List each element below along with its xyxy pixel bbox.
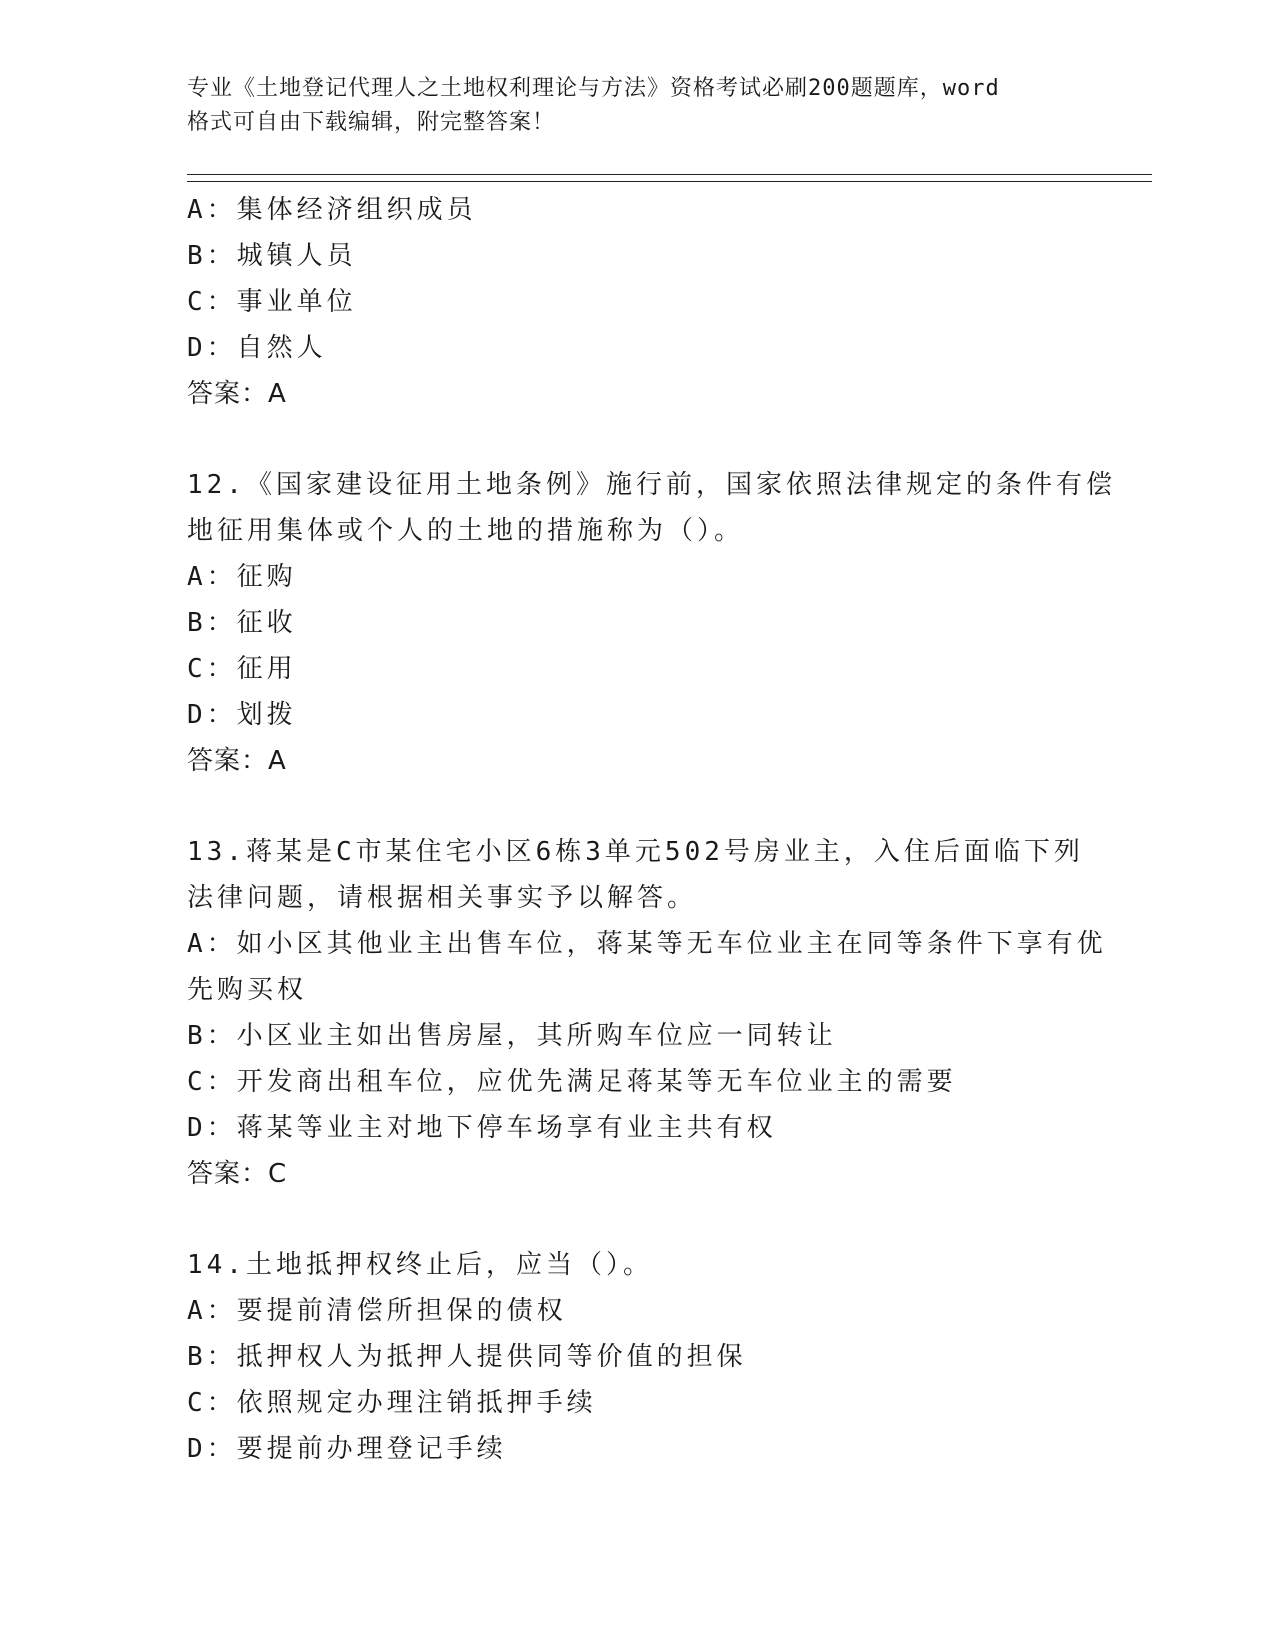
option-c: C：开发商出租车位，应优先满足蒋某等无车位业主的需要 [187, 1067, 957, 1097]
option-a: A：要提前清偿所担保的债权 [187, 1296, 567, 1326]
answer-line: 答案：A [187, 379, 287, 409]
question-text-line: 地征用集体或个人的土地的措施称为（）。 [187, 516, 745, 546]
question-text-line: 14.土地抵押权终止后，应当（）。 [187, 1250, 653, 1280]
option-b: B：小区业主如出售房屋，其所购车位应一同转让 [187, 1021, 837, 1051]
question-11 [187, 187, 1067, 417]
option-b: B：城镇人员 [187, 241, 357, 271]
answer-line: 答案：C [187, 1159, 288, 1189]
option-c: C：征用 [187, 654, 297, 684]
option-d: D：蒋某等业主对地下停车场享有业主共有权 [187, 1113, 777, 1143]
option-a: A：如小区其他业主出售车位，蒋某等无车位业主在同等条件下享有优 [187, 929, 1107, 959]
question-text-line: 12.《国家建设征用土地条例》施行前，国家依照法律规定的条件有偿 [187, 470, 1116, 500]
option-d: D：要提前办理登记手续 [187, 1434, 507, 1464]
question-text-line: 法律问题，请根据相关事实予以解答。 [187, 883, 698, 913]
spacer [187, 784, 1067, 829]
option-b: B：抵押权人为抵押人提供同等价值的担保 [187, 1342, 747, 1372]
question-14 [187, 1242, 1067, 1472]
header-rule-top [187, 174, 1152, 175]
question-text-line: 13.蒋某是C市某住宅小区6栋3单元502号房业主，入住后面临下列 [187, 837, 1084, 867]
option-a-continued: 先购买权 [187, 975, 308, 1005]
header-line-1: 专业《土地登记代理人之土地权利理论与方法》资格考试必刷200题题库，word [187, 76, 1000, 101]
option-d: D：划拨 [187, 700, 297, 730]
option-b: B：征收 [187, 608, 297, 638]
option-a: A：集体经济组织成员 [187, 195, 477, 225]
document-header [187, 72, 1067, 140]
question-13 [187, 829, 1107, 1197]
option-a: A：征购 [187, 562, 297, 592]
option-d: D：自然人 [187, 333, 327, 363]
answer-line: 答案：A [187, 746, 287, 776]
header-line-2: 格式可自由下载编辑，附完整答案！ [187, 110, 556, 135]
spacer [187, 1197, 1067, 1242]
question-list [187, 187, 1116, 1472]
option-c: C：事业单位 [187, 287, 357, 317]
spacer [187, 417, 1067, 462]
option-c: C：依照规定办理注销抵押手续 [187, 1388, 597, 1418]
header-rule-bottom [187, 181, 1152, 182]
question-12 [187, 462, 1116, 784]
